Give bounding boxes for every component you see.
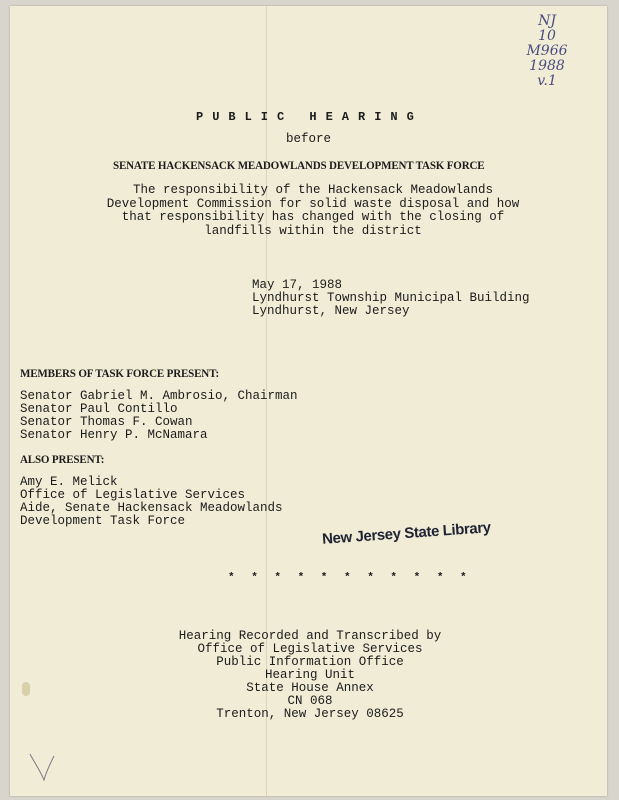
credit-line: Office of Legislative Services bbox=[197, 642, 423, 656]
also-present-item: Amy E. Melick bbox=[20, 475, 118, 489]
also-present-list bbox=[20, 476, 283, 528]
member-item: Senator Paul Contillo bbox=[20, 402, 178, 416]
call-number-line: NJ bbox=[538, 13, 556, 29]
credit-line: CN 068 bbox=[287, 694, 333, 708]
hearing-subject bbox=[80, 184, 546, 238]
subject-line: landfills within the district bbox=[204, 223, 422, 238]
subject-line: that responsibility has changed with the closing of bbox=[121, 210, 505, 224]
also-present-item: Office of Legislative Services bbox=[20, 488, 246, 502]
also-present-item: Development Task Force bbox=[20, 514, 186, 528]
hearing-date-location bbox=[252, 279, 530, 318]
separator-stars: * * * * * * * * * * * bbox=[228, 572, 472, 584]
also-present-heading: ALSO PRESENT: bbox=[20, 452, 105, 466]
credit-line: State House Annex bbox=[246, 681, 374, 695]
transcription-credits bbox=[110, 630, 510, 721]
credit-line: Trenton, New Jersey 08625 bbox=[216, 707, 404, 721]
also-present-item: Aide, Senate Hackensack Meadowlands bbox=[20, 501, 283, 515]
members-heading: MEMBERS OF TASK FORCE PRESENT: bbox=[20, 366, 219, 380]
credit-line: Hearing Unit bbox=[264, 668, 355, 682]
member-item: Senator Gabriel M. Ambrosio, Chairman bbox=[20, 389, 298, 403]
credit-line: Hearing Recorded and Transcribed by bbox=[178, 629, 442, 643]
document-title: PUBLIC HEARING bbox=[196, 110, 423, 124]
subject-line: The responsibility of the Hackensack Meadowlands bbox=[132, 183, 494, 197]
member-item: Senator Henry P. McNamara bbox=[20, 428, 208, 442]
member-item: Senator Thomas F. Cowan bbox=[20, 415, 193, 429]
subject-line: Development Commission for solid waste disposal and how bbox=[106, 196, 520, 211]
pencil-mark-icon bbox=[26, 746, 56, 786]
handwritten-call-number bbox=[512, 14, 582, 89]
document-page bbox=[10, 6, 607, 796]
credit-line: Public Information Office bbox=[216, 655, 404, 669]
call-number-line: v.1 bbox=[537, 73, 557, 89]
call-number-line: 10 bbox=[538, 28, 556, 44]
call-number-line: 1988 bbox=[529, 58, 565, 74]
hearing-date: May 17, 1988 bbox=[252, 278, 343, 292]
members-list bbox=[20, 390, 298, 442]
call-number-line: M966 bbox=[526, 43, 568, 59]
committee-name: SENATE HACKENSACK MEADOWLANDS DEVELOPMENT TASK FORCE bbox=[113, 158, 485, 172]
location-line: Lyndhurst, New Jersey bbox=[252, 304, 410, 318]
location-line: Lyndhurst Township Municipal Building bbox=[252, 291, 530, 305]
page-blemish bbox=[22, 682, 30, 696]
library-stamp: New Jersey State Library bbox=[321, 519, 492, 548]
before-label: before bbox=[285, 132, 331, 146]
